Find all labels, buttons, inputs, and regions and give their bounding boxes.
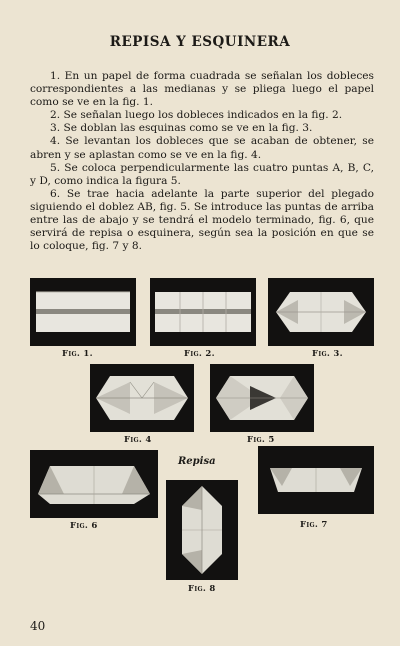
figure-7-photo bbox=[258, 446, 374, 514]
figure-5-caption: Fig. 5 bbox=[247, 435, 275, 445]
figure-1-photo bbox=[30, 278, 136, 346]
step-2: 2. Se señalan luego los dobleces indicados en la fig. 2. bbox=[50, 109, 343, 122]
figure-7-caption: Fig. 7 bbox=[300, 520, 328, 530]
figure-6-photo bbox=[30, 450, 158, 518]
instructions-text bbox=[30, 70, 374, 253]
page-number: 40 bbox=[30, 619, 46, 633]
figure-1-caption: Fig. 1. bbox=[62, 349, 93, 359]
figure-5-photo bbox=[210, 364, 314, 432]
figure-6-caption: Fig. 6 bbox=[70, 521, 98, 531]
figure-2-caption: Fig. 2. bbox=[184, 349, 215, 359]
figure-4-caption: Fig. 4 bbox=[124, 435, 152, 445]
figure-8-photo bbox=[166, 480, 238, 580]
step-6: 6. Se trae hacia adelante la parte superior del plegado siguiendo el doblez AB, fig. 5. Se introduce las puntas de arriba entre las de abajo y se tendrá el modelo terminado, fig. 6, que servirá de repisa o esquinera, según sea la posición en que se lo coloque, fig. 7 y 8. bbox=[30, 187, 374, 253]
figure-3-photo bbox=[268, 278, 374, 346]
step-5: 5. Se coloca perpendicularmente las cuatro puntas A, B, C, y D, como indica la figura 5. bbox=[30, 161, 374, 187]
figure-2-photo bbox=[150, 278, 256, 346]
repisa-label: Repisa bbox=[178, 456, 216, 467]
step-4: 4. Se levantan los dobleces que se acaban de obtener, se abren y se aplastan como se ve en la fig. 4. bbox=[30, 135, 374, 161]
step-1: 1. En un papel de forma cuadrada se señalan los dobleces correspondientes a las medianas y se pliega luego el papel como se ve en la fig. 1. bbox=[30, 70, 374, 109]
figure-3-caption: Fig. 3. bbox=[312, 349, 343, 359]
figure-4-photo bbox=[90, 364, 194, 432]
page-title: REPISA Y ESQUINERA bbox=[109, 34, 291, 50]
figure-8-caption: Fig. 8 bbox=[188, 584, 216, 594]
step-3: 3. Se doblan las esquinas como se ve en la fig. 3. bbox=[50, 122, 313, 135]
